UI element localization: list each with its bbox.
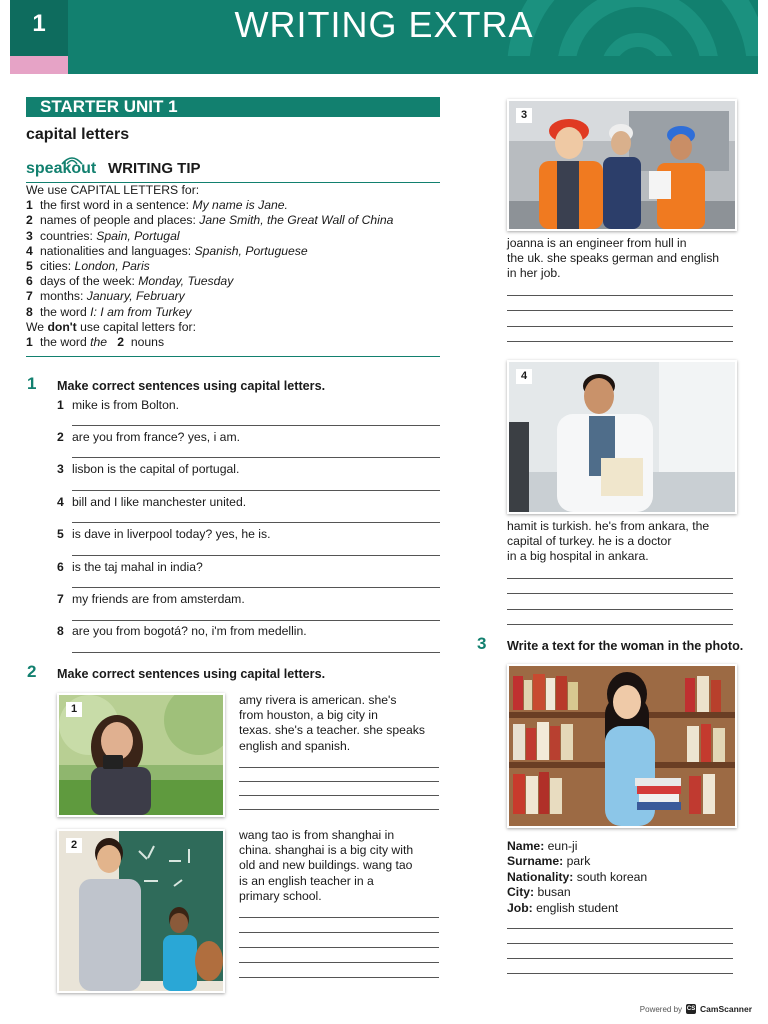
answer-line[interactable] — [72, 652, 440, 653]
answer-line[interactable] — [239, 962, 439, 963]
exercise-1-number: 1 — [27, 374, 37, 393]
tip-dont-items: 1 the word the 2 nouns — [26, 335, 165, 350]
tip-item: 3 countries: Spain, Portugal — [26, 228, 180, 243]
answer-line[interactable] — [239, 977, 439, 978]
footer-watermark — [640, 1004, 752, 1014]
photo-1-woman-phone — [57, 693, 225, 817]
photo-tag: 2 — [66, 838, 82, 853]
camscanner-name: CamScanner — [700, 1004, 752, 1014]
photo-3-engineers — [507, 99, 737, 231]
photo-tag: 4 — [516, 369, 532, 384]
answer-line[interactable] — [507, 943, 733, 944]
answer-line[interactable] — [507, 958, 733, 959]
tip-item: 1 the first word in a sentence: My name is Jane. — [26, 198, 288, 213]
tip-intro: We use CAPITAL LETTERS for: — [26, 183, 200, 197]
profile-nationality: Nationality: south korean — [507, 869, 648, 884]
unit-number: 1 — [10, 0, 68, 56]
tip-dont: We don't use capital letters for: — [26, 319, 196, 334]
tip-item: 8 the word I: I am from Turkey — [26, 304, 192, 319]
photo-4-doctor — [507, 360, 737, 514]
tip-item: 2 names of people and places: Jane Smith, the Great Wall of China — [26, 213, 394, 228]
tip-item: 4 nationalities and languages: Spanish, Portuguese — [26, 243, 308, 258]
answer-line[interactable] — [72, 620, 440, 621]
exercise-2-instruction: Make correct sentences using capital letters. — [57, 667, 326, 681]
writing-tip-label: WRITING TIP — [108, 160, 201, 177]
answer-line[interactable] — [239, 917, 439, 918]
writing-tip-heading — [26, 158, 440, 183]
tip-divider — [26, 356, 440, 357]
tip-item: 5 cities: London, Paris — [26, 259, 150, 274]
photo-tag: 3 — [516, 108, 532, 123]
speakout-logo: speakout — [26, 160, 96, 178]
profile-job: Job: english student — [507, 900, 619, 915]
answer-line[interactable] — [239, 947, 439, 948]
answer-line[interactable] — [72, 490, 440, 491]
tip-item: 6 days of the week: Monday, Tuesday — [26, 274, 234, 289]
writing-tip-body — [26, 183, 440, 350]
text-joanna: joanna is an engineer from hull in the uk. she speaks german and english in her job. — [507, 236, 720, 281]
answer-line[interactable] — [507, 295, 733, 296]
answer-line[interactable] — [507, 578, 733, 579]
exercise-1-item: 5 is dave in liverpool today? yes, he is. — [57, 527, 271, 541]
exercise-1-item: 8 are you from bogotá? no, i'm from medellin. — [57, 624, 307, 638]
answer-line[interactable] — [507, 973, 733, 974]
student-profile — [507, 839, 647, 916]
header-teal-bar — [68, 56, 758, 74]
text-hamit: hamit is turkish. he's from ankara, the capital of turkey. he is a doctor in a big hospital in ankara. — [507, 519, 710, 564]
answer-line[interactable] — [72, 587, 440, 588]
page-title: WRITING EXTRA — [234, 4, 534, 45]
exercise-1-item: 2 are you from france? yes, i am. — [57, 430, 240, 444]
text-wang-tao: wang tao is from shanghai in china. shanghai is a big city with old and new buildings. wang tao is an english teacher in a primary school. — [239, 828, 414, 903]
profile-city: City: busan — [507, 885, 571, 900]
speakout-wave-icon — [59, 155, 85, 165]
answer-line[interactable] — [239, 795, 439, 796]
answer-line[interactable] — [239, 767, 439, 768]
answer-line[interactable] — [507, 593, 733, 594]
answer-line[interactable] — [507, 928, 733, 929]
exercise-3-number: 3 — [477, 634, 487, 653]
exercise-1-item: 4 bill and I like manchester united. — [57, 495, 247, 509]
exercise-1-item: 6 is the taj mahal in india? — [57, 560, 203, 574]
exercise-1-instruction: Make correct sentences using capital letters. — [57, 379, 326, 393]
answer-line[interactable] — [239, 932, 439, 933]
tip-item: 7 months: January, February — [26, 289, 185, 304]
exercise-2-number: 2 — [27, 662, 37, 681]
photo-student-library — [507, 664, 737, 828]
photo-2-teacher-classroom — [57, 829, 225, 993]
answer-line[interactable] — [72, 457, 440, 458]
page-header — [10, 0, 758, 56]
powered-by-text: Powered by — [639, 1004, 683, 1014]
photo-tag: 1 — [66, 702, 82, 717]
answer-line[interactable] — [72, 425, 440, 426]
exercise-1-item: 3 lisbon is the capital of portugal. — [57, 462, 240, 476]
answer-line[interactable] — [507, 624, 733, 625]
answer-line[interactable] — [239, 809, 439, 810]
answer-line[interactable] — [507, 341, 733, 342]
camscanner-logo-icon: CS — [686, 1006, 696, 1012]
unit-band: STARTER UNIT 1 — [26, 97, 440, 117]
exercise-3-instruction: Write a text for the woman in the photo. — [507, 639, 744, 653]
answer-line[interactable] — [72, 555, 440, 556]
header-pink-bar — [10, 56, 68, 74]
answer-line[interactable] — [507, 609, 733, 610]
exercise-1-item: 7 my friends are from amsterdam. — [57, 592, 245, 606]
exercise-1-item: 1 mike is from Bolton. — [57, 398, 180, 412]
answer-line[interactable] — [239, 781, 439, 782]
unit-subtitle: capital letters — [26, 126, 130, 143]
answer-line[interactable] — [507, 326, 733, 327]
profile-surname: Surname: park — [507, 854, 591, 869]
text-amy: amy rivera is american. she's from houston, a big city in texas. she's a teacher. she speaks english and spanish. — [239, 693, 425, 753]
answer-line[interactable] — [72, 522, 440, 523]
profile-name: Name: eun-ji — [507, 839, 578, 853]
answer-line[interactable] — [507, 310, 733, 311]
